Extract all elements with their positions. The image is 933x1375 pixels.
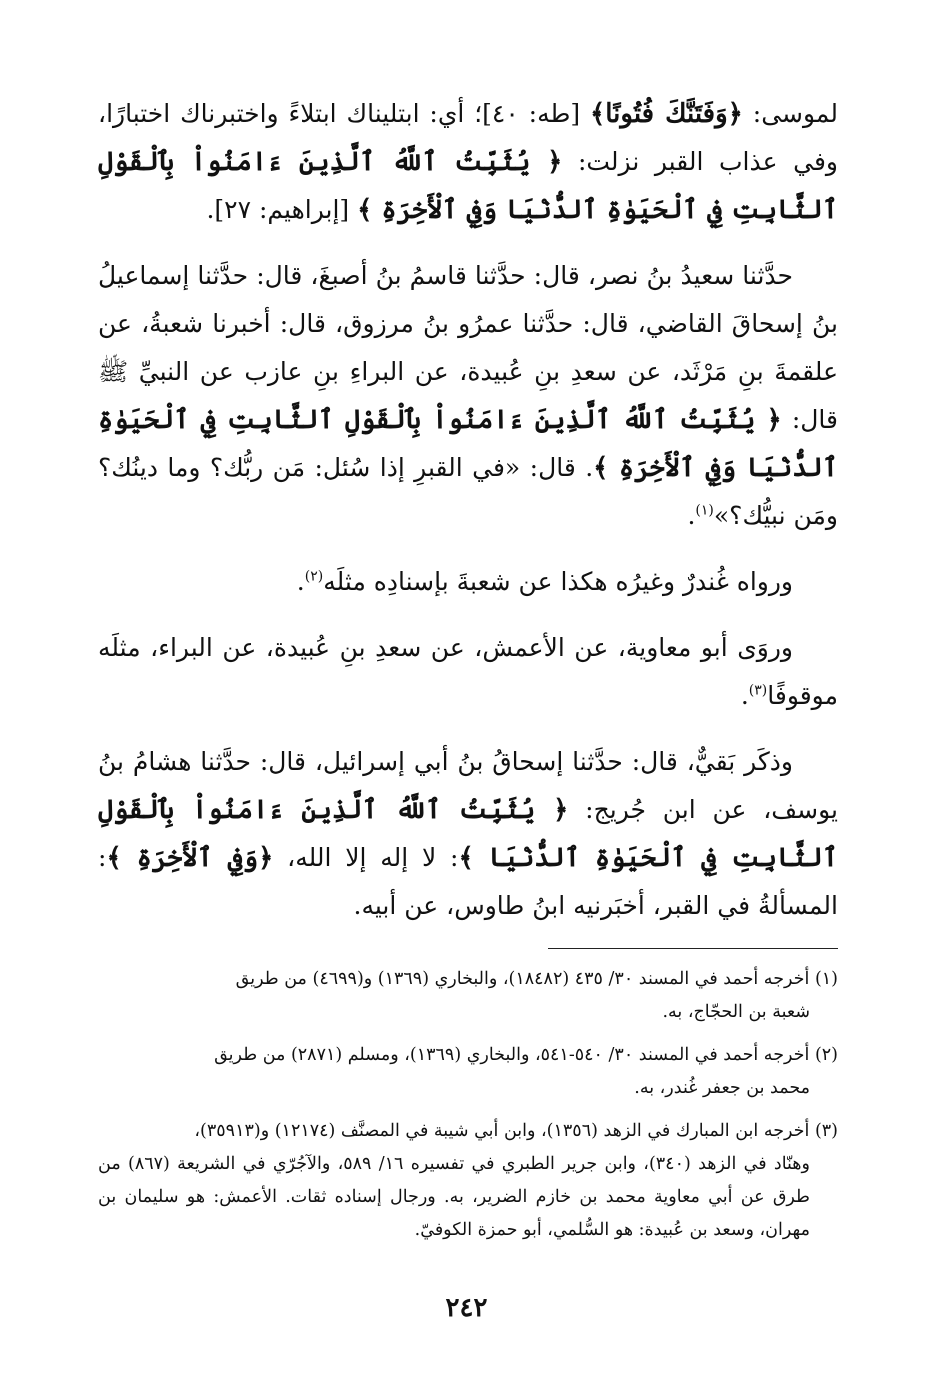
text-run: . [296,567,305,596]
page-number: ٢٤٢ [445,1293,488,1323]
paragraph-3 [98,558,838,606]
text-run: . قال: «في القبرِ إذا سُئل: مَن ربُّك؟ وما دينُك؟ ومَن نبيُّك؟» [98,453,838,530]
paragraph-2 [98,252,838,540]
paragraph-5 [98,738,838,930]
text-run: . [740,681,749,710]
footnote-text: أخرجه أحمد في المسند ٣٠/ ٤٣٥ (١٨٤٨٢)، والبخاري (١٣٦٩) و(٤٦٩٩) من طريق [235,969,810,989]
footnote-number: (١) [814,969,838,989]
footnote-1 [98,963,838,1029]
text-run: لموسى: [742,99,838,128]
footnote-text-continued: وهنّاد في الزهد (٣٤٠)، وابن جرير الطبري في تفسيره ١٦/ ٥٨٩، والآجُرّي في الشريعة (٨٦٧) من طرق عن أبي معاوية محمد بن خازم الضرير، به. ورجال إسناده ثقات. الأعمش: هو سليمان بن مهران، وسعد بن عُبيدة: هو السُّلمي، أبو حمزة الكوفيّ. [98,1154,810,1240]
footnote-3 [98,1115,838,1247]
footnote-number: (٢) [814,1045,838,1065]
paragraph-4 [98,624,838,720]
footnote-ref[interactable]: (١) [695,502,714,519]
footnote-text-continued: شعبة بن الحجّاج، به. [662,1002,810,1022]
text-run: حدَّثنا سعيدُ بنُ نصر، قال: حدَّثنا قاسمُ بنُ أصبغَ، قال: حدَّثنا إسماعيلُ بنُ إسحاقَ القاضي، قال: حدَّثنا عمرُو بنُ مرزوق، قال: أخبرنا شعبةُ، عن علقمةَ بنِ مَرْثَد، عن سعدِ بنِ عُبيدة، عن البراءِ بنِ عازب عن النبيِّ ﷺ قال: [98,261,838,434]
quran-verse: ﴿وَفِي ٱلْأَخِرَةِ ﴾ [106,843,274,873]
quran-verse: ﴿ يُثَبِّتُ ٱللَّهُ ٱلَّذِينَ ءَامَنُواْ بِٱلْقَوْلِ ٱلثَّابِتِ فِي ٱلْحَيَوٰةِ ٱلدُّنْيَا وَفِي ٱلْأَخِرَةِ ﴾ [98,147,838,225]
footnote-ref[interactable]: (٢) [304,568,324,585]
footnote-text-continued: محمد بن جعفر غُندر، به. [634,1078,810,1098]
text-run: : المسألةُ في القبر، أخبَرنيه ابنُ طاوس، عن أبيه. [98,843,838,920]
quran-verse: ﴿ يُثَبِّتُ ٱللَّهُ ٱلَّذِينَ ءَامَنُواْ بِٱلْقَوْلِ ٱلثَّابِتِ فِي ٱلْحَيَوٰةِ ٱلدُّنْيَا وَفِي ٱلْأَخِرَةِ ﴾ [98,405,838,483]
footnote-2 [98,1039,838,1105]
footnote-text: أخرجه ابن المبارك في الزهد (١٣٥٦)، وابن أبي شيبة في المصنَّف (١٢١٧٤) و(٣٥٩١٣)، [194,1121,810,1141]
text-run: : لا إله إلا الله، [273,843,459,872]
footnote-ref[interactable]: (٣) [748,682,768,699]
text-run: . [687,501,696,530]
quran-verse: ﴿ يُثَبِّتُ ٱللَّهُ ٱلَّذِينَ ءَامَنُواْ بِٱلْقَوْلِ ٱلثَّابِتِ فِي ٱلْحَيَوٰةِ ٱلدُّنْيَا ﴾ [98,795,838,873]
text-run: ورواه غُندرٌ وغيرُه هكذا عن شعبةَ بإسنادِه مثلَه [323,567,793,596]
footnote-number: (٣) [814,1121,838,1141]
text-run: [طه: ٤٠]؛ أي: ابتليناك ابتلاءً واختبرناك اختبارًا، وفي عذاب القبر نزلت: [98,99,838,176]
footnote-separator [548,948,838,949]
quran-verse: ﴿وَفَتَنَّكَ فُتُونًا﴾ [590,99,743,129]
text-run: [إبراهيم: ٢٧]. [206,195,358,224]
text-run: وروَى أبو معاوية، عن الأعمش، عن سعدِ بنِ عُبيدة، عن البراء، مثلَه موقوفًا [98,633,838,710]
paragraph-1 [98,90,838,234]
footnote-text: أخرجه أحمد في المسند ٣٠/ ٥٤٠-٥٤١، والبخاري (١٣٦٩)، ومسلم (٢٨٧١) من طريق [214,1045,810,1065]
text-run: وذكَر بَقيٌّ، قال: حدَّثنا إسحاقُ بنُ أبي إسرائيل، قال: حدَّثنا هشامُ بنُ يوسف، عن ابن جُريج: [98,747,838,824]
